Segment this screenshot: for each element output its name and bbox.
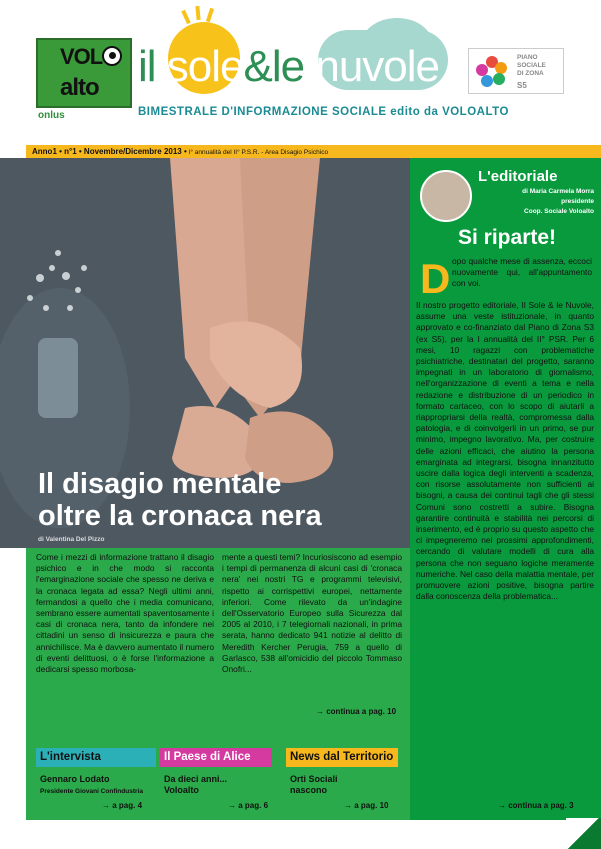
teaser-intervista-title[interactable]: Gennaro Lodato	[40, 774, 110, 784]
editorial-label: L'editoriale	[478, 168, 558, 185]
teaser-alice-title[interactable]: Da dieci anni... Voloalto	[164, 774, 228, 795]
editorial-continue-link[interactable]: → continua a pag. 3	[498, 801, 574, 810]
teaser-territorio-title[interactable]: Orti Sociali nascono	[290, 774, 338, 795]
logo-eye-icon	[102, 46, 122, 66]
title-sole: sole	[166, 42, 244, 91]
editorial-author: di Maria Carmela Morra presidente Coop. Sociale Voloalto	[522, 188, 594, 215]
sun-ray-icon	[195, 6, 200, 20]
feature-title: Il disagio mentale oltre la cronaca nera	[38, 468, 322, 532]
title-il: il	[138, 42, 167, 91]
teaser-intervista-page[interactable]: → a pag. 4	[102, 801, 143, 810]
title-amp: &	[243, 42, 272, 91]
page-footer	[0, 820, 601, 849]
page-corner-icon	[566, 818, 601, 849]
masthead-subtitle: BIMESTRALE D'INFORMAZIONE SOCIALE edito da VOLOALTO	[138, 106, 509, 118]
title-nuvole: nuvole	[315, 42, 440, 91]
teaser-intervista-header[interactable]: L'intervista	[36, 748, 156, 767]
feature-col2: mente a questi temi? Incuriosiscono ad esempio i tempi di permanenza di alcuni casi di 'cronaca nera' nei nostri TG e programmi televisivi, rispetto ai corrispettivi europei, nettamente inferiori. Come rilevato da un'indagine dell'Osservatorio Europeo sulla Sicurezza dal 2005 al 2010, i 7 telegiornali nazionali, in prima serata, hanno dedicato 941 notizie al delitto di Meredith Kercher Perugia, 759 a quello di Garlasco, 538 all'omicidio del piccolo Tommaso Onofri...	[222, 552, 402, 675]
sun-ray-icon	[181, 10, 191, 24]
feature-continue-link[interactable]: → continua a pag. 10	[316, 707, 397, 716]
logo-bottom-text: alto	[60, 74, 99, 101]
issue-bar	[26, 145, 601, 158]
piano-sociale-logo	[468, 48, 564, 94]
partner-text: PIANO SOCIALE DI ZONA	[517, 54, 546, 77]
editorial-text-body: Il nostro progetto editoriale, Il Sole & le Nuvole, assume una veste istituzionale, in quanto approvato e co-finanziato dal Piano di Zona S3 (ex S5), per la I annualità del II° PSR. Per 6 mesi, 10 ragazzi con problematiche psichiatriche, destinatari del progetto, saranno impegnati in un laboratorio di giornalismo, nell'organizzazione di eventi a tema e nella redazione e distribuzione di un periodico in formato cartaceo, con lo scopo di aiutarli a riappropriarsi della realtà, compromessa dalla patologia, e di coinvolgerli in un primo, se pur minimo, impegno lavorativo. Ma, per costruire delle azioni efficaci, che aiutino la persona emarginata ad integrarsi, bisogna innanzitutto uscire dalla logica degli interventi a scadenza, con risorse assolutamente non sufficienti ai bisogni, a causa dei continui tagli che gli stessi Comuni sono costretti a subire. Bisogna garantire continuità e stabilità nei percorsi di inserimento, ed è proprio su questo aspetto che ci impegneremo nei prossimi approfondimenti, cercando di valutare modelli di cura alla persona che non seguano logiche meramente numeriche. Nel caso della malattia mentale, per promuovere azioni positive, bisogna partire dalla conoscenza della problematica...	[416, 300, 594, 602]
teaser-intervista-sub: Presidente Giovani Confindustria	[40, 788, 143, 795]
voloalto-logo	[36, 38, 132, 108]
author-avatar	[420, 170, 472, 222]
teaser-territorio-header[interactable]: News dal Territorio	[286, 748, 398, 767]
partner-code: S5	[517, 81, 527, 90]
teaser-alice-page[interactable]: → a pag. 6	[228, 801, 269, 810]
logo-top-text: VOL	[60, 44, 103, 69]
sun-ray-icon	[206, 8, 214, 23]
logo-onlus: onlus	[38, 110, 65, 121]
masthead-title	[138, 42, 439, 92]
flower-icon	[474, 54, 510, 90]
editorial-text-intro: opo qualche mese di assenza, eccoci nuovamente qui, all'appuntamento con voi.	[452, 256, 592, 289]
issue-info: Anno1 • n°1 • Novembre/Dicembre 2013 •	[32, 147, 187, 156]
issue-note: I° annualità del II° P.S.R. - Area Disagio Psichico	[186, 149, 329, 156]
teaser-alice-header[interactable]: Il Paese di Alice	[160, 748, 272, 767]
editorial-dropcap: D	[420, 255, 451, 302]
feature-byline: di Valentina Del Pizzo	[38, 536, 105, 543]
editorial-title: Si riparte!	[458, 226, 557, 249]
feature-col1: Come i mezzi di informazione trattano il disagio psichico e in che modo si racconta l'emarginazione sociale che spesso ne deriva e la cronaca legata ad essa? Negli ultimi anni, fermandosi a quello che i media comunicano, sembrano essere aumentati spaventosamente i casi di cronaca nera, tanto da infondere nei cittadini un senso di insicurezza e paura che annichilisce. Ma è davvero aumentato il numero di eventi delittuosi, o è forse l'informazione a dedicarsi spesso morbosa-	[36, 552, 214, 675]
teaser-territorio-page[interactable]: → a pag. 10	[344, 801, 389, 810]
title-le: le	[271, 42, 316, 91]
